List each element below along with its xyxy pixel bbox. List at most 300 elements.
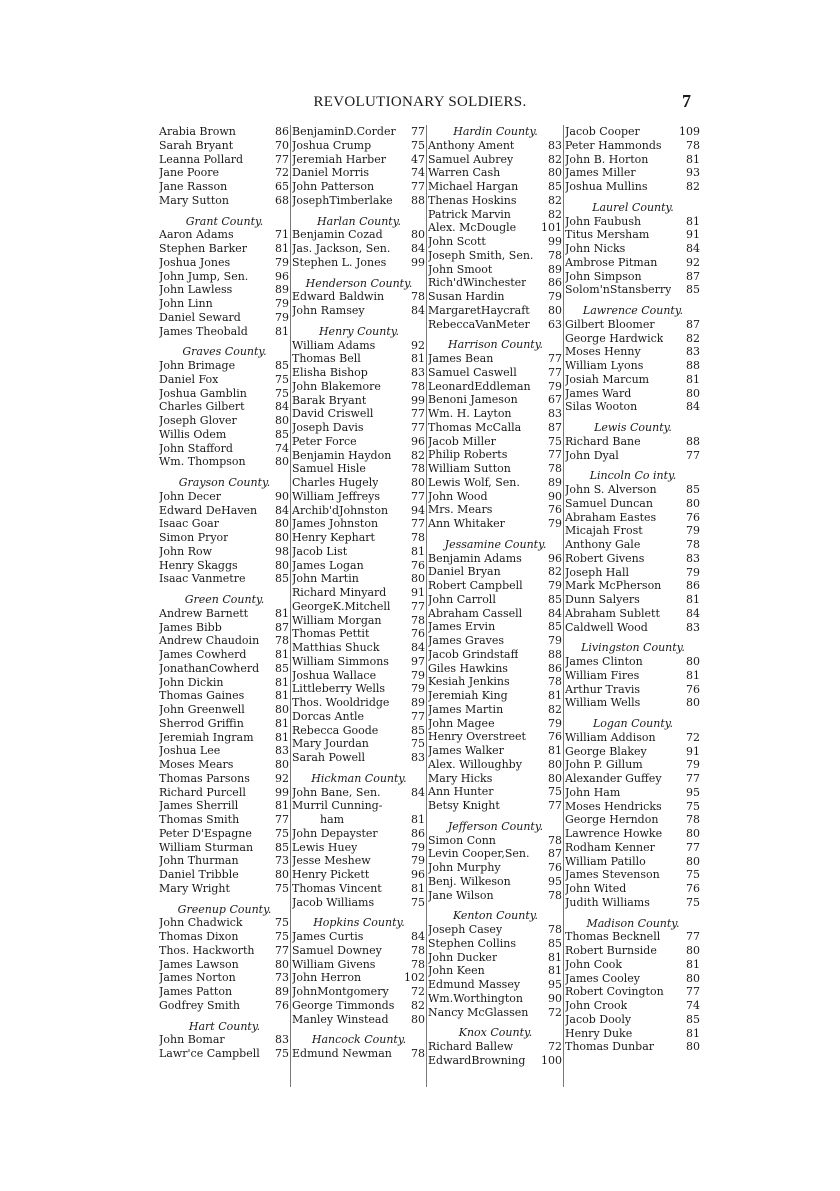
soldier-name: Joshua Lee (159, 744, 221, 758)
county-heading: Jessamine County. (444, 537, 547, 551)
soldier-age: 75 (275, 826, 289, 840)
soldier-age: 79 (686, 524, 700, 538)
soldier-entry (565, 483, 701, 497)
soldier-name: LeonardEddleman (428, 379, 531, 393)
soldier-name: James Bibb (159, 620, 222, 634)
soldier-name: Simon Pryor (159, 531, 229, 544)
soldier-name: Richard Bane (565, 434, 641, 448)
county-heading: Grayson County. (178, 476, 271, 489)
county-heading: Harrison County. (448, 338, 543, 352)
soldier-entry (292, 985, 426, 999)
county-heading: Livingston County. (581, 641, 685, 655)
soldier-name: Mary Sutton (159, 193, 229, 207)
soldier-entry (292, 504, 426, 518)
soldier-entry (565, 972, 701, 986)
soldier-entry (292, 614, 426, 628)
soldier-name: John B. Horton (565, 152, 649, 166)
soldier-entry (159, 648, 290, 662)
soldier-name: Moses Henny (565, 345, 641, 359)
soldier-age: 77 (411, 407, 425, 421)
soldier-age: 75 (275, 916, 289, 930)
soldier-entry (565, 228, 701, 242)
soldier-age: 78 (548, 923, 562, 936)
soldier-entry (565, 683, 701, 697)
soldier-age: 99 (411, 255, 425, 269)
county-heading: Hopkins County. (313, 916, 405, 930)
soldier-entry (292, 1047, 426, 1061)
soldier-entry (159, 531, 290, 545)
soldier-entry (565, 868, 701, 882)
soldier-age: 81 (686, 957, 700, 971)
soldier-name: Thomas Dunbar (565, 1040, 655, 1054)
soldier-name: Henry Pickett (292, 868, 370, 881)
soldier-entry (565, 373, 701, 387)
soldier-age: 88 (548, 647, 562, 661)
soldier-name: James Walker (428, 744, 504, 757)
soldier-name: Thenas Hoskins (428, 193, 517, 207)
soldier-entry (292, 366, 426, 380)
soldier-name: John Thurman (159, 854, 239, 868)
soldier-entry (565, 153, 701, 167)
soldier-name: Murril Cunning- (292, 799, 383, 813)
soldier-age: 78 (275, 634, 289, 648)
soldier-age: 83 (275, 1033, 289, 1047)
soldier-age: 85 (275, 427, 289, 441)
soldier-entry (565, 1027, 701, 1041)
county-heading: Greenup County. (177, 902, 272, 916)
soldier-entry (159, 414, 290, 428)
soldier-entry (292, 854, 426, 868)
soldier-age: 77 (548, 448, 562, 462)
county-heading: Madison County. (586, 916, 680, 930)
soldier-entry (565, 180, 701, 194)
soldier-name: Thos. Wooldridge (292, 696, 390, 709)
soldier-name: George Timmonds (292, 998, 395, 1012)
county-heading: Lawrence County. (582, 304, 684, 317)
soldier-age: 76 (548, 861, 562, 874)
soldier-entry (428, 703, 563, 717)
soldier-name: Joseph Davis (292, 421, 364, 434)
soldier-name: Giles Hawkins (428, 661, 508, 675)
soldier-name: John Ramsey (292, 304, 365, 317)
soldier-entry (292, 710, 426, 724)
soldier-entry (292, 476, 426, 490)
county-heading: Hancock County. (311, 1033, 407, 1047)
soldier-age: 80 (275, 414, 289, 427)
soldier-entry (565, 985, 701, 999)
soldier-entry (292, 724, 426, 738)
soldier-age: 72 (686, 730, 700, 744)
soldier-age: 99 (548, 235, 562, 248)
soldier-entry (292, 517, 426, 531)
soldier-entry (159, 428, 290, 442)
county-heading: Kenton County. (452, 909, 539, 923)
soldier-age: 76 (686, 682, 700, 696)
soldier-age: 76 (686, 882, 700, 895)
soldier-age: 99 (275, 785, 289, 799)
soldier-name: George Herndon (565, 813, 659, 827)
soldier-name: William Jeffreys (292, 489, 381, 503)
soldier-entry (565, 999, 701, 1013)
soldier-age: 81 (548, 744, 562, 757)
soldier-entry (159, 442, 290, 456)
soldier-age: 78 (686, 538, 700, 551)
soldier-name: JohnMontgomery (292, 985, 389, 998)
soldier-entry (292, 194, 426, 208)
soldier-name: Thomas Gaines (159, 689, 245, 703)
soldier-entry (292, 682, 426, 696)
soldier-age: 76 (548, 730, 562, 744)
soldier-age: 85 (686, 483, 700, 496)
soldier-entry (428, 579, 563, 593)
soldier-age: 81 (411, 881, 425, 895)
soldier-entry (159, 703, 290, 717)
soldier-name: Daniel Morris (292, 166, 370, 180)
county-heading: Green County. (184, 593, 265, 606)
soldier-age: 80 (686, 496, 700, 510)
soldier-entry (565, 813, 701, 827)
soldier-name: Benjamin Haydon (292, 448, 392, 462)
soldier-age: 90 (275, 489, 289, 503)
soldier-age: 92 (411, 338, 425, 352)
soldier-entry (565, 896, 701, 910)
soldier-entry (565, 958, 701, 972)
soldier-name: John Blakemore (292, 379, 381, 393)
soldier-entry (428, 785, 563, 799)
soldier-name: Betsy Knight (428, 799, 500, 812)
soldier-name: Abraham Eastes (565, 510, 657, 524)
soldier-age: 75 (275, 386, 289, 400)
soldier-entry (292, 655, 426, 669)
soldier-entry (159, 125, 290, 139)
soldier-name: Daniel Fox (159, 372, 219, 386)
soldier-age: 78 (686, 813, 700, 827)
soldier-entry (565, 827, 701, 841)
soldier-name: Mark McPherson (565, 579, 662, 593)
soldier-name: Thomas Parsons (159, 771, 250, 785)
soldier-entry (159, 916, 290, 930)
soldier-age: 75 (275, 372, 289, 386)
soldier-entry (292, 559, 426, 573)
soldier-age: 75 (686, 895, 700, 909)
soldier-name: William Adams (292, 338, 376, 352)
soldier-entry (292, 1013, 426, 1027)
soldier-entry (159, 242, 290, 256)
soldier-name: Thomas Dixon (159, 930, 239, 943)
soldier-entry (565, 882, 701, 896)
soldier-name: Joseph Smith, Sen. (428, 248, 534, 262)
soldier-name: Ambrose Pitman (565, 255, 658, 269)
soldier-entry (565, 566, 701, 580)
soldier-name: John Simpson (565, 269, 642, 283)
soldier-name: Mrs. Mears (428, 503, 493, 517)
soldier-age: 75 (275, 1047, 289, 1060)
soldier-entry (428, 799, 563, 813)
soldier-name: Thomas Smith (159, 813, 240, 826)
soldier-age: 96 (411, 434, 425, 448)
soldier-age: 93 (686, 166, 700, 180)
soldier-entry (428, 834, 563, 848)
soldier-entry (428, 194, 563, 208)
soldier-age: 78 (411, 943, 425, 957)
soldier-entry (159, 325, 290, 339)
soldier-age: 82 (548, 152, 562, 166)
soldier-age: 83 (548, 138, 562, 152)
soldier-name: Barak Bryant (292, 393, 367, 407)
soldier-name: William Morgan (292, 613, 382, 627)
soldier-age: 85 (548, 592, 562, 606)
soldier-age: 85 (686, 283, 700, 297)
soldier-age: 86 (686, 579, 700, 593)
soldier-age: 81 (686, 214, 700, 228)
soldier-name: Godfrey Smith (159, 998, 240, 1012)
soldier-entry (565, 400, 701, 414)
soldier-entry (292, 669, 426, 683)
soldier-entry (565, 125, 701, 139)
soldier-name: Benoni Jameson (428, 393, 518, 407)
soldier-name: John Chadwick (159, 916, 243, 930)
soldier-name: Joshua Crump (292, 138, 372, 152)
soldier-age: 77 (275, 152, 289, 166)
soldier-age: 81 (275, 648, 289, 661)
county-heading: Henderson County. (305, 276, 413, 290)
soldier-entry (565, 270, 701, 284)
soldier-age: 90 (548, 991, 562, 1005)
soldier-name: Gilbert Bloomer (565, 317, 655, 331)
soldier-entry (292, 228, 426, 242)
soldier-entry (292, 449, 426, 463)
soldier-age: 79 (275, 255, 289, 269)
soldier-entry (565, 841, 701, 855)
county-heading: Hardin County. (453, 125, 538, 138)
soldier-entry (565, 1013, 701, 1027)
soldier-age: 77 (411, 517, 425, 531)
soldier-entry (159, 455, 290, 469)
soldier-age: 84 (275, 503, 289, 517)
soldier-entry (159, 799, 290, 813)
soldier-entry (428, 276, 563, 290)
soldier-name: John Crook (565, 999, 628, 1012)
soldier-name: Thomas Bell (292, 352, 361, 366)
soldier-entry (159, 758, 290, 772)
soldier-entry (159, 373, 290, 387)
soldier-name: Charles Hugely (292, 476, 379, 489)
soldier-name: Anthony Gale (565, 538, 641, 551)
soldier-age: 77 (686, 448, 700, 462)
soldier-entry (428, 552, 563, 566)
soldier-name: Titus Mersham (565, 228, 650, 242)
soldier-name: Joshua Mullins (565, 180, 648, 193)
county-heading: Hickman County. (311, 771, 407, 785)
soldier-entry (428, 634, 563, 648)
soldier-age: 86 (548, 661, 562, 675)
soldier-name: Lewis Huey (292, 840, 358, 854)
soldier-age: 81 (275, 799, 289, 813)
soldier-age: 78 (411, 531, 425, 544)
soldier-name: Mary Wright (159, 881, 230, 895)
soldier-entry (292, 304, 426, 318)
soldier-name: Richard Purcell (159, 785, 246, 799)
soldier-entry (292, 380, 426, 394)
soldier-entry (565, 621, 701, 635)
soldier-name: Samuel Aubrey (428, 152, 514, 166)
soldier-entry (292, 339, 426, 353)
soldier-name: Micajah Frost (565, 524, 643, 538)
soldier-name: Solom'nStansberry (565, 283, 672, 297)
soldier-name: John Dyal (565, 448, 619, 462)
soldier-name: Mary Hicks (428, 771, 493, 785)
soldier-entry (292, 930, 426, 944)
soldier-age: 80 (275, 531, 289, 544)
soldier-entry (565, 359, 701, 373)
column-4 (565, 125, 701, 1054)
soldier-name: Benj. Wilkeson (428, 874, 511, 888)
soldier-name: Michael Hargan (428, 180, 519, 193)
soldier-entry (565, 387, 701, 401)
soldier-name: Thomas Vincent (292, 881, 382, 895)
soldier-age: 72 (275, 166, 289, 180)
soldier-age: 75 (548, 434, 562, 448)
soldier-name: John Jump, Sen. (159, 269, 249, 283)
soldier-age: 67 (548, 393, 562, 407)
soldier-name: Judith Williams (565, 895, 650, 909)
soldier-entry (292, 407, 426, 421)
soldier-age: 109 (679, 125, 700, 138)
soldier-name: Arabia Brown (159, 125, 236, 138)
soldier-entry (428, 889, 563, 903)
soldier-entry (159, 297, 290, 311)
soldier-name: MargaretHaycraft (428, 303, 530, 317)
soldier-entry (428, 565, 563, 579)
soldier-age: 80 (686, 944, 700, 957)
soldier-name: Thomas McCalla (428, 420, 522, 434)
soldier-age: 87 (275, 620, 289, 634)
soldier-entry (428, 923, 563, 937)
soldier-entry (565, 855, 701, 869)
soldier-entry (292, 490, 426, 504)
soldier-name: Samuel Downey (292, 943, 382, 957)
soldier-age: 85 (275, 840, 289, 854)
soldier-age: 79 (411, 668, 425, 682)
soldier-entry (159, 744, 290, 758)
soldier-name: Wm.Worthington (428, 991, 523, 1005)
soldier-name: Henry Overstreet (428, 730, 526, 744)
soldier-entry (428, 318, 563, 332)
soldier-entry (292, 139, 426, 153)
soldier-name: George Blakey (565, 744, 647, 758)
county-heading: Grant County. (185, 214, 264, 228)
soldier-name: James Curtis (292, 930, 364, 943)
soldier-age: 96 (411, 868, 425, 881)
soldier-name: Stephen L. Jones (292, 255, 387, 269)
soldier-name: James Theobald (159, 324, 248, 338)
county-heading: Logan County. (593, 717, 673, 730)
soldier-entry (428, 717, 563, 731)
soldier-name: Abraham Sublett (565, 606, 660, 620)
soldier-entry (428, 393, 563, 407)
soldier-entry (428, 1054, 563, 1068)
soldier-name: Edmund Massey (428, 978, 521, 991)
soldier-age: 74 (275, 441, 289, 455)
soldier-age: 81 (411, 813, 425, 826)
soldier-age: 81 (686, 152, 700, 166)
soldier-name: John Depayster (292, 826, 378, 840)
soldier-name: James Miller (565, 166, 636, 180)
soldier-age: 77 (411, 180, 425, 193)
soldier-name: James Cowherd (159, 648, 247, 661)
soldier-entry (159, 662, 290, 676)
soldier-name: Jeremiah Harber (292, 152, 386, 166)
soldier-age: 76 (275, 998, 289, 1012)
soldier-age: 101 (541, 221, 562, 235)
soldier-entry (159, 841, 290, 855)
soldier-entry (292, 896, 426, 910)
soldier-entry (292, 435, 426, 449)
soldier-entry (428, 263, 563, 277)
soldier-age: 81 (275, 242, 289, 255)
soldier-entry (428, 208, 563, 222)
soldier-entry (428, 517, 563, 531)
soldier-name: John Ham (565, 785, 621, 799)
soldier-entry (292, 958, 426, 972)
soldier-entry (292, 462, 426, 476)
soldier-entry (159, 634, 290, 648)
soldier-name: Warren Cash (428, 166, 501, 180)
soldier-age: 78 (411, 1047, 425, 1060)
soldier-name: Peter D'Espagne (159, 826, 252, 840)
soldier-age: 76 (686, 510, 700, 524)
soldier-entry (428, 648, 563, 662)
soldier-age: 89 (275, 283, 289, 297)
soldier-age: 79 (548, 517, 562, 530)
soldier-entry (292, 572, 426, 586)
soldier-entry (292, 868, 426, 882)
soldier-entry (428, 744, 563, 758)
soldier-name: James Clinton (565, 655, 643, 668)
soldier-entry (428, 593, 563, 607)
soldier-name: Peter Force (292, 434, 357, 448)
soldier-entry (565, 318, 701, 332)
soldier-age: 85 (275, 359, 289, 372)
soldier-name: John Brimage (159, 359, 236, 372)
soldier-age: 78 (686, 138, 700, 152)
soldier-entry (159, 827, 290, 841)
soldier-entry (565, 593, 701, 607)
soldier-name: ham (320, 813, 345, 826)
soldier-age: 89 (411, 696, 425, 709)
soldier-age: 47 (411, 152, 425, 166)
soldier-age: 79 (548, 290, 562, 303)
soldier-name: Lewis Wolf, Sen. (428, 475, 520, 489)
soldier-entry (159, 689, 290, 703)
soldier-name: JosephTimberlake (292, 193, 393, 207)
soldier-age: 79 (548, 579, 562, 592)
soldier-name: John Bane, Sen. (292, 785, 381, 799)
soldier-name: John Martin (292, 572, 359, 586)
soldier-name: James Lawson (159, 957, 239, 971)
soldier-name: Daniel Bryan (428, 565, 501, 579)
soldier-name: Alexander Guffey (565, 772, 662, 785)
soldier-entry (428, 992, 563, 1006)
soldier-entry (428, 435, 563, 449)
soldier-age: 78 (548, 462, 562, 475)
soldier-entry (428, 448, 563, 462)
soldier-entry (428, 951, 563, 965)
soldier-name: William Simmons (292, 654, 389, 668)
soldier-entry (292, 153, 426, 167)
soldier-name: Leanna Pollard (159, 152, 244, 166)
soldier-age: 81 (686, 1026, 700, 1040)
